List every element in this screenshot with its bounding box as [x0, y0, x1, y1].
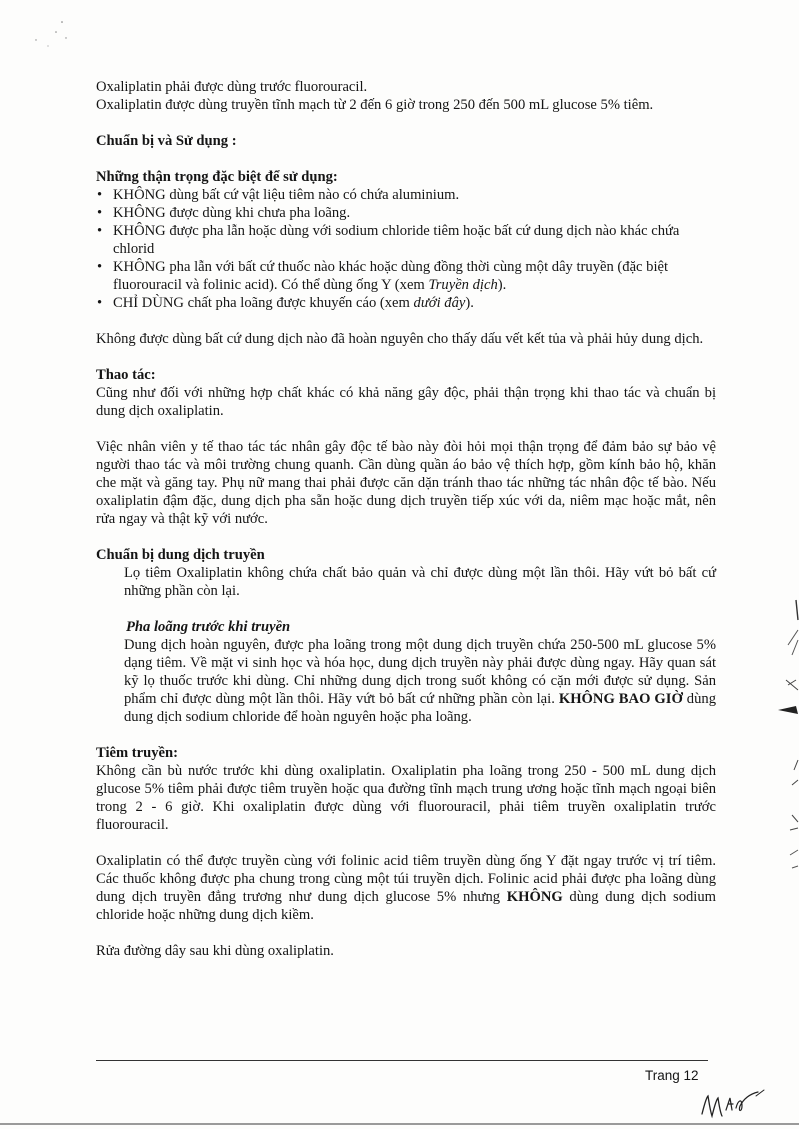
precautions-list: [96, 186, 716, 312]
not-emphasis: KHÔNG: [506, 889, 563, 905]
never-emphasis: KHÔNG BAO GIỜ: [558, 691, 683, 707]
below-link-text: dưới đây: [413, 295, 466, 311]
handwritten-signature: [698, 1088, 778, 1122]
handling-title: Thao tác:: [96, 367, 156, 383]
dilution-subtitle: Pha loãng trước khi truyền: [126, 619, 291, 635]
infusion-link-text: Truyền dịch: [428, 277, 498, 293]
handling-paragraph-2: Việc nhân viên y tế thao tác tác nhân gây độc tế bào này đòi hỏi mọi thận trọng để đảm bảo sự bảo vệ người thao tác và môi trường chung quanh. Cần dùng quần áo bảo vệ thích hợp, gồm kính bảo hộ, khăn che mặt và găng tay. Phụ nữ mang thai phải được căn dặn tránh thao tác những tác nhân độc tế bào. Nếu oxaliplatin đậm đặc, dung dịch pha sẵn hoặc dung dịch truyền tiếp xúc với da, niêm mạc hoặc mắt, nên rửa ngay và thật kỹ với nước.: [96, 439, 716, 527]
injection-paragraph-3: Rửa đường dây sau khi dùng oxaliplatin.: [96, 943, 334, 959]
dilution-paragraph: [96, 636, 716, 726]
scan-edge-marks: [768, 590, 799, 910]
item-text: KHÔNG pha lẫn với bất cứ thuốc nào khác hoặc dùng đồng thời cùng một dây truyền (đặc biệt fluorouracil và folinic acid). Có thể dùng ống Y (xem: [113, 259, 669, 293]
item-text: CHỈ DÙNG chất pha loãng được khuyến cáo (xem: [113, 295, 414, 311]
infusion-prep-title: Chuẩn bị dung dịch truyền: [96, 547, 265, 563]
list-item: [96, 258, 716, 294]
injection-title: Tiêm truyền:: [96, 745, 179, 761]
injection-text: Oxaliplatin có thể được truyền cùng với folinic acid tiêm truyền dùng ống Y đặt ngay trước vị trí tiêm. Các thuốc không được pha chung trong cùng một túi truyền dịch. Folinic acid phải được pha loãng dùng dung dịch truyền đẳng trương như dung dịch glucose 5% nhưng: [96, 853, 716, 905]
dilution-text: dùng dung dịch sodium chloride để hoàn nguyên hoặc pha loãng.: [124, 691, 716, 725]
injection-text: dùng dung dịch sodium chloride hoặc những dung dịch kiềm.: [96, 889, 716, 923]
dilution-text: Dung dịch hoàn nguyên, được pha loãng trong một dung dịch truyền chứa 250-500 mL glucose 5% dạng tiêm. Về mặt vi sinh học và hóa học, dung dịch truyền này phải được dùng ngay. Hãy quan sát kỹ lọ thuốc trước khi dùng. Chỉ những dung dịch trong suốt không có cặn mới được sử dụng. Sản phẩm chỉ được dùng một lần thôi. Hãy vứt bỏ bất cứ những phần còn lại.: [124, 637, 716, 707]
handling-paragraph-1: Cũng như đối với những hợp chất khác có khả năng gây độc, phải thận trọng khi thao tác và chuẩn bị dung dịch oxaliplatin.: [96, 385, 716, 419]
intro-line-2: Oxaliplatin được dùng truyền tĩnh mạch từ 2 đến 6 giờ trong 250 đến 500 mL glucose 5% tiêm.: [96, 97, 654, 113]
infusion-prep-paragraph: Lọ tiêm Oxaliplatin không chứa chất bảo quản và chỉ được dùng một lần thôi. Hãy vứt bỏ bất cứ những phần còn lại.: [124, 565, 716, 599]
precautions-note: Không được dùng bất cứ dung dịch nào đã hoàn nguyên cho thấy dấu vết kết tủa và phải hủy dung dịch.: [96, 331, 704, 347]
page-number: Trang 12: [645, 1068, 699, 1083]
injection-paragraph-2: [96, 852, 716, 924]
scan-bottom-edge: [0, 1123, 799, 1125]
prep-section-title: Chuẩn bị và Sử dụng :: [96, 133, 237, 149]
document-body: [96, 78, 716, 960]
scan-specks: [22, 18, 82, 58]
precautions-title: Những thận trọng đặc biệt để sử dụng:: [96, 169, 338, 185]
item-text: ).: [497, 277, 507, 293]
item-text: ).: [465, 295, 474, 311]
injection-paragraph-1: Không cần bù nước trước khi dùng oxaliplatin. Oxaliplatin pha loãng trong 250 - 500 mL dung dịch glucose 5% tiêm phải được tiêm truyền hoặc qua đường tĩnh mạch trung ương hoặc tĩnh mạch ngoại biên trong 2 - 6 giờ. Khi oxaliplatin được dùng với fluorouracil, phải tiêm truyền oxaliplatin trước fluorouracil.: [96, 763, 716, 833]
list-item: • KHÔNG được dùng khi chưa pha loãng.: [96, 204, 716, 222]
list-item: • KHÔNG được pha lẫn hoặc dùng với sodium chloride tiêm hoặc bất cứ dung dịch nào khác chứa chlorid: [96, 222, 716, 258]
list-item: [96, 294, 716, 312]
footer-divider: [96, 1060, 708, 1061]
intro-line-1: Oxaliplatin phải được dùng trước fluorouracil.: [96, 79, 368, 95]
list-item: • KHÔNG dùng bất cứ vật liệu tiêm nào có chứa aluminium.: [96, 186, 716, 204]
